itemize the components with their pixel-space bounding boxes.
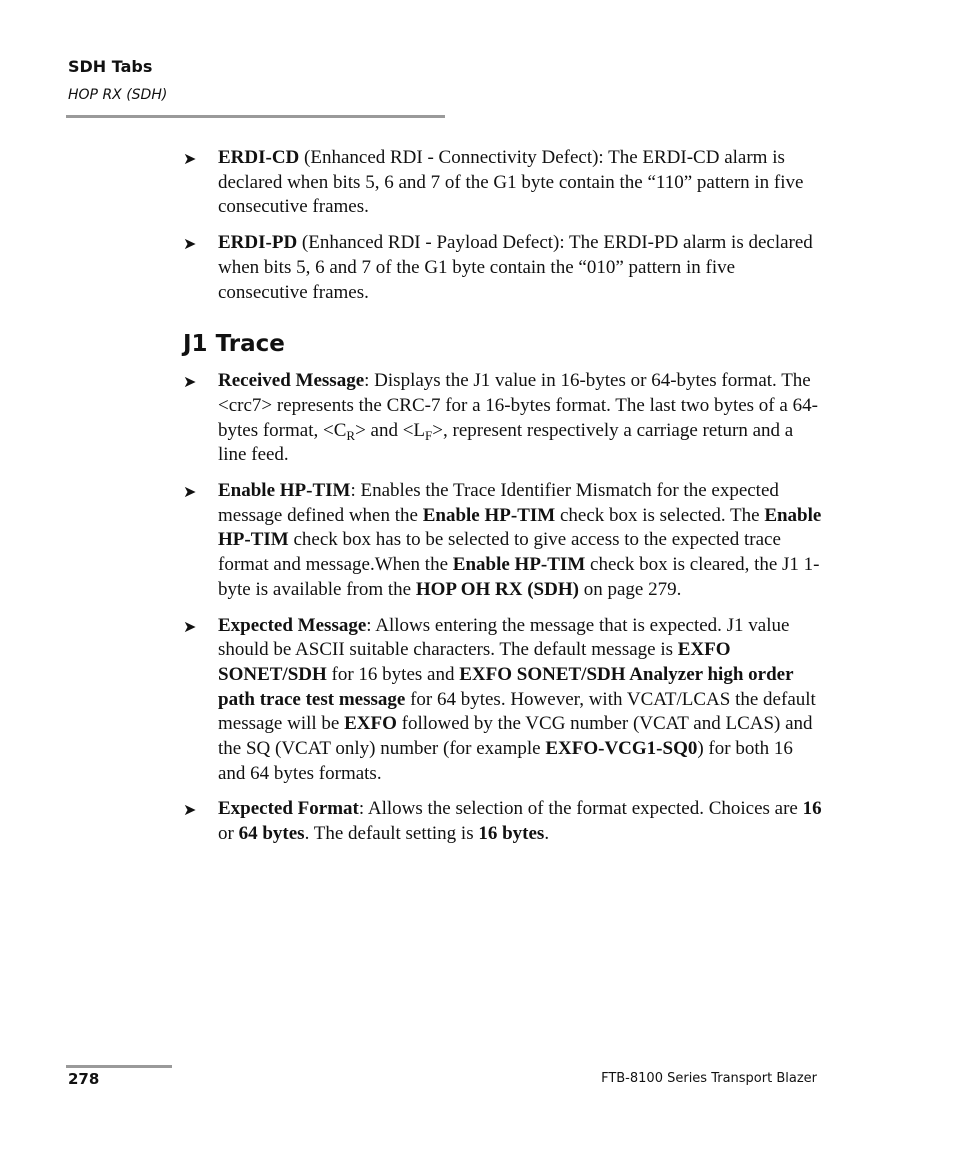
arrowhead-bullet-icon: ➤ xyxy=(183,616,197,636)
term: Enable HP-TIM xyxy=(218,480,351,502)
term: ERDI-CD xyxy=(218,147,300,168)
text: : Allows entering the message that is expected. J1 value should be ASCII suitable characters. The default message is xyxy=(218,614,790,661)
term: Expected Message xyxy=(218,614,367,636)
page-number: 278 xyxy=(68,1070,100,1088)
text: ) for both 16 and 64 bytes formats. xyxy=(218,738,793,784)
header-divider xyxy=(66,115,445,118)
bold-text: EXFO xyxy=(344,713,397,735)
text: on page 279. xyxy=(578,578,682,600)
bold-text: Enable HP-TIM xyxy=(452,554,586,576)
text: : Allows the selection of the format expected. Choices are xyxy=(358,798,803,820)
document-title: FTB-8100 Series Transport Blazer xyxy=(601,1071,817,1086)
text: followed by the VCG number (VCAT and LCAS) and the SQ (VCAT only) number (for example xyxy=(218,713,813,760)
text: . The default setting is xyxy=(304,823,479,845)
subsection-title: HOP RX (SDH) xyxy=(68,87,168,103)
section-title: SDH Tabs xyxy=(68,57,153,76)
bold-text: Enable HP-TIM xyxy=(422,504,556,526)
arrowhead-bullet-icon: ➤ xyxy=(183,234,197,254)
subscript: F xyxy=(425,427,433,443)
subscript: R xyxy=(346,427,356,443)
bold-text: EXFO SONET/SDH xyxy=(218,639,731,685)
list-item-enable-hp-tim xyxy=(183,479,823,603)
list-item-expected-message xyxy=(183,614,823,787)
text: for 16 bytes and xyxy=(326,663,460,685)
text: for 64 bytes. However, with VCAT/LCAS the default message will be xyxy=(218,688,816,735)
term: Received Message xyxy=(218,370,365,392)
text: check box is selected. The xyxy=(555,504,765,526)
section-heading-j1-trace: J1 Trace xyxy=(183,331,285,358)
list-item-erdi-pd xyxy=(183,231,823,305)
arrowhead-bullet-icon: ➤ xyxy=(183,149,197,168)
bold-text: 64 bytes xyxy=(238,823,305,845)
text: : Enables the Trace Identifier Mismatch for the expected message defined when the xyxy=(218,480,779,526)
list-item-received-message xyxy=(183,369,823,468)
footer-divider xyxy=(66,1065,172,1068)
text: : Displays the J1 value in 16-bytes or 64-bytes format. The <crc7> represents the CRC-7 for a 16-bytes format. The last two bytes of a 64-bytes format, <C xyxy=(218,370,818,441)
bold-text: 16 xyxy=(802,798,822,820)
text: >, represent respectively a carriage return and a line feed. xyxy=(218,419,794,466)
description: (Enhanced RDI - Connectivity Defect): The ERDI-CD alarm is declared when bits 5, 6 and 7 of the G1 byte contain the “110” pattern in five consecutive frames. xyxy=(218,147,804,218)
page-body xyxy=(183,146,823,858)
bold-text: Enable HP-TIM xyxy=(218,504,822,551)
list-item-erdi-cd xyxy=(183,146,823,220)
text: > and <L xyxy=(355,419,426,441)
bold-text: 16 bytes xyxy=(478,823,545,845)
term: Expected Format xyxy=(218,798,359,820)
bold-text: EXFO-VCG1-SQ0 xyxy=(545,738,698,760)
text: . xyxy=(544,823,550,845)
bold-text: EXFO SONET/SDH Analyzer high order path trace test message xyxy=(218,663,794,710)
arrowhead-bullet-icon: ➤ xyxy=(183,372,197,392)
list-item-expected-format xyxy=(183,797,823,846)
arrowhead-bullet-icon: ➤ xyxy=(183,482,197,502)
term: ERDI-PD xyxy=(218,232,298,254)
arrowhead-bullet-icon: ➤ xyxy=(183,800,197,820)
description: (Enhanced RDI - Payload Defect): The ERDI-PD alarm is declared when bits 5, 6 and 7 of the G1 byte contain the “010” pattern in five consecutive frames. xyxy=(218,232,813,303)
text: check box is cleared, the J1 1-byte is available from the xyxy=(218,554,820,600)
text: check box has to be selected to give access to the expected trace format and message.When the xyxy=(218,529,781,576)
cross-reference-link[interactable]: HOP OH RX (SDH) xyxy=(415,578,579,600)
text: or xyxy=(218,823,239,845)
